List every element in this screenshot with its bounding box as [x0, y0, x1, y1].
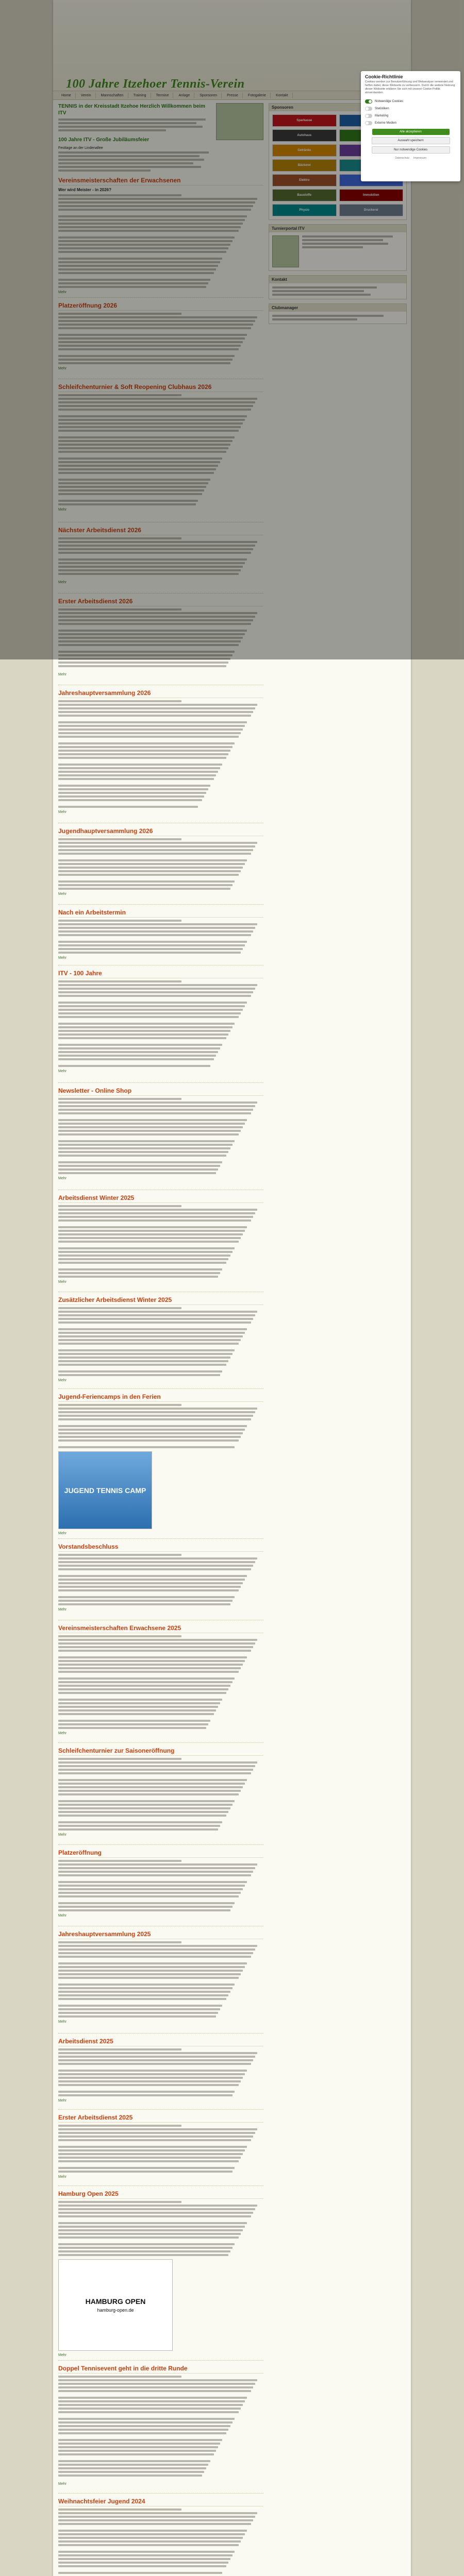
- post-body: [58, 1860, 263, 1911]
- read-more-link[interactable]: Mehr: [58, 1532, 67, 1535]
- post-body: [58, 1941, 263, 2018]
- nav-item[interactable]: Presse: [223, 93, 243, 98]
- post-title[interactable]: Jahreshauptversammlung 2026: [58, 689, 263, 698]
- news-post: [58, 2190, 263, 2361]
- post-body: [58, 1758, 263, 1831]
- read-more-link[interactable]: Mehr: [58, 1177, 67, 1180]
- post-title[interactable]: Platzeröffnung 2026: [58, 302, 263, 311]
- post-title[interactable]: Erster Arbeitsdienst 2025: [58, 2114, 263, 2123]
- post-title[interactable]: ITV - 100 Jahre: [58, 970, 263, 978]
- post-body: [58, 2125, 263, 2173]
- reject-button[interactable]: Nur notwendige Cookies: [372, 146, 450, 154]
- news-post: [58, 1393, 263, 1539]
- nav-item[interactable]: Sponsoren: [195, 93, 222, 98]
- nav-item[interactable]: Fotogalerie: [244, 93, 271, 98]
- consent-row[interactable]: Statistiken: [361, 105, 460, 112]
- cookie-text: Cookies werden zur Benutzerführung und Webanalyse verwendet und helfen dabei, diese Webseite zu verbessern. Durch die weitere Nutzung dieser Webseite erklären Sie sich mit unserer Cookie-Politik einverstanden.: [365, 80, 455, 94]
- sponsor-logo[interactable]: Sparkasse: [272, 114, 337, 127]
- nav-item[interactable]: Verein: [77, 93, 96, 98]
- toggle-icon[interactable]: [365, 121, 372, 125]
- news-post: [58, 2038, 263, 2110]
- read-more-link[interactable]: Mehr: [58, 2353, 67, 2357]
- imprint-link[interactable]: Impressum: [413, 157, 426, 160]
- post-body: [58, 2376, 263, 2480]
- read-more-link[interactable]: Mehr: [58, 2099, 67, 2103]
- sponsor-logo[interactable]: Immobilien: [339, 189, 404, 201]
- post-body: [58, 838, 263, 890]
- read-more-link[interactable]: Mehr: [58, 291, 67, 294]
- cookie-title: Cookie-Richtlinie: [365, 74, 403, 79]
- news-post: [58, 2114, 263, 2186]
- post-body: [58, 920, 263, 954]
- read-more-link[interactable]: Mehr: [58, 1608, 67, 1612]
- news-post: [58, 1624, 263, 1743]
- post-subtitle: Wer wird Meister - in 2026?: [58, 188, 111, 192]
- read-more-link[interactable]: Mehr: [58, 2020, 67, 2024]
- read-more-link[interactable]: Mehr: [58, 810, 67, 814]
- news-post: [58, 827, 263, 905]
- news-post: [58, 1296, 263, 1389]
- post-title[interactable]: Nächster Arbeitsdienst 2026: [58, 527, 263, 535]
- read-more-link[interactable]: Mehr: [58, 2175, 67, 2179]
- toggle-icon[interactable]: [365, 107, 372, 111]
- read-more-link[interactable]: Mehr: [58, 1833, 67, 1837]
- consent-row[interactable]: Externe Medien: [361, 120, 460, 127]
- post-title[interactable]: Jugend-Feriencamps in den Ferien: [58, 1393, 263, 1402]
- toggle-icon[interactable]: [365, 114, 372, 118]
- intro-sub: Festtage an der Lindenallee: [58, 146, 103, 150]
- post-title[interactable]: Vereinsmeisterschaften Erwachsene 2025: [58, 1624, 263, 1633]
- post-title[interactable]: Jugendhauptversammlung 2026: [58, 827, 263, 836]
- post-title[interactable]: Zusätzlicher Arbeitsdienst Winter 2025: [58, 1296, 263, 1305]
- news-post: [58, 1849, 263, 1926]
- sponsor-logo[interactable]: Autohaus: [272, 129, 337, 142]
- post-body: [58, 1307, 263, 1376]
- tournament-title: Turnierportal ITV: [269, 225, 406, 232]
- site-title: 100 Jahre Itzehoer Tennis-Verein: [66, 77, 245, 91]
- post-title[interactable]: Platzeröffnung: [58, 1849, 263, 1858]
- read-more-link[interactable]: Mehr: [58, 1914, 67, 1918]
- news-post: [58, 2365, 263, 2494]
- post-body: [58, 1098, 263, 1174]
- sponsor-logo[interactable]: Baustoffe: [272, 189, 337, 201]
- post-body: [58, 700, 263, 808]
- post-body: [58, 2201, 263, 2256]
- news-post: [58, 970, 263, 1083]
- contact-title: Kontakt: [269, 276, 406, 283]
- read-more-link[interactable]: Mehr: [58, 1280, 67, 1284]
- news-post: [58, 1194, 263, 1292]
- accept-all-button[interactable]: Alle akzeptieren: [372, 129, 450, 135]
- post-title[interactable]: Arbeitsdienst 2025: [58, 2038, 263, 2046]
- nav-item[interactable]: Home: [57, 93, 76, 98]
- read-more-link[interactable]: Mehr: [58, 1070, 67, 1073]
- privacy-link[interactable]: Datenschutz: [395, 157, 410, 160]
- news-post: [58, 1543, 263, 1620]
- post-title[interactable]: Nach ein Arbeitstermin: [58, 909, 263, 918]
- nav-item[interactable]: Mannschaften: [97, 93, 128, 98]
- post-title[interactable]: Schleifchenturnier & Soft Reopening Clubhaus 2026: [58, 383, 263, 392]
- cookie-dialog: [361, 71, 460, 181]
- news-post: [58, 2498, 263, 2576]
- post-title[interactable]: Newsletter - Online Shop: [58, 1087, 263, 1096]
- image-caption-2: hamburg-open.de: [97, 2308, 134, 2313]
- post-title[interactable]: Doppel Tennisevent geht in die dritte Runde: [58, 2365, 263, 2374]
- post-title[interactable]: Weihnachtsfeier Jugend 2024: [58, 2498, 263, 2506]
- nav-item[interactable]: Training: [129, 93, 151, 98]
- image-caption: HAMBURG OPEN: [85, 2297, 146, 2306]
- read-more-link[interactable]: Mehr: [58, 1379, 67, 1382]
- sponsor-logo[interactable]: Druckerei: [339, 204, 404, 216]
- post-body: [58, 980, 263, 1067]
- read-more-link[interactable]: Mehr: [58, 956, 67, 960]
- consent-row[interactable]: Notwendige Cookies: [361, 98, 460, 105]
- post-body: [58, 1404, 263, 1448]
- intro-title: TENNIS in der Kreisstadt Itzehoe Herzlich Willkommen beim ITV: [58, 104, 205, 116]
- news-post: [58, 1747, 263, 1845]
- post-body: [58, 2048, 263, 2096]
- sponsor-logo[interactable]: Physio: [272, 204, 337, 216]
- read-more-link[interactable]: Mehr: [58, 581, 67, 584]
- post-image: [58, 1451, 152, 1529]
- nav-item[interactable]: Termine: [152, 93, 174, 98]
- post-title[interactable]: Vorstandsbeschluss: [58, 1543, 263, 1552]
- post-body: [58, 1205, 263, 1278]
- read-more-link[interactable]: Mehr: [58, 1732, 67, 1735]
- sponsor-logo[interactable]: Getränke: [272, 144, 337, 157]
- read-more-link[interactable]: Mehr: [58, 673, 67, 676]
- read-more-link[interactable]: Mehr: [58, 892, 67, 896]
- news-post: [58, 1087, 263, 1190]
- news-post: [58, 689, 263, 823]
- post-title[interactable]: Hamburg Open 2025: [58, 2190, 263, 2199]
- image-caption: JUGEND TENNIS CAMP: [64, 1486, 146, 1495]
- sponsors-title: Sponsoren: [269, 104, 406, 111]
- post-title[interactable]: Schleifchenturnier zur Saisoneröffnung: [58, 1747, 263, 1756]
- save-selection-button[interactable]: Auswahl speichern: [372, 137, 450, 144]
- intro-heading: 100 Jahre ITV - Große Jubiläumsfeier: [58, 137, 150, 143]
- post-body: [58, 2509, 263, 2574]
- sponsor-logo[interactable]: Bäckerei: [272, 159, 337, 172]
- post-title[interactable]: Erster Arbeitsdienst 2026: [58, 598, 263, 606]
- toggle-icon[interactable]: [365, 99, 372, 104]
- news-post: [58, 1930, 263, 2033]
- read-more-link[interactable]: Mehr: [58, 2482, 67, 2486]
- post-body: [58, 1635, 263, 1729]
- club-title: Clubmanager: [269, 304, 406, 312]
- sponsor-logo[interactable]: Elektro: [272, 174, 337, 187]
- news-post: [58, 909, 263, 965]
- post-title[interactable]: Arbeitsdienst Winter 2025: [58, 1194, 263, 1203]
- read-more-link[interactable]: Mehr: [58, 367, 67, 370]
- nav-item[interactable]: Anlage: [174, 93, 194, 98]
- nav-item[interactable]: Kontakt: [272, 93, 293, 98]
- post-body: [58, 1554, 263, 1605]
- post-title[interactable]: Vereinsmeisterschaften der Erwachsenen: [58, 177, 263, 185]
- post-image: [58, 2259, 173, 2351]
- post-title[interactable]: Jahreshauptversammlung 2025: [58, 1930, 263, 1939]
- consent-row[interactable]: Marketing: [361, 112, 460, 120]
- read-more-link[interactable]: Mehr: [58, 508, 67, 512]
